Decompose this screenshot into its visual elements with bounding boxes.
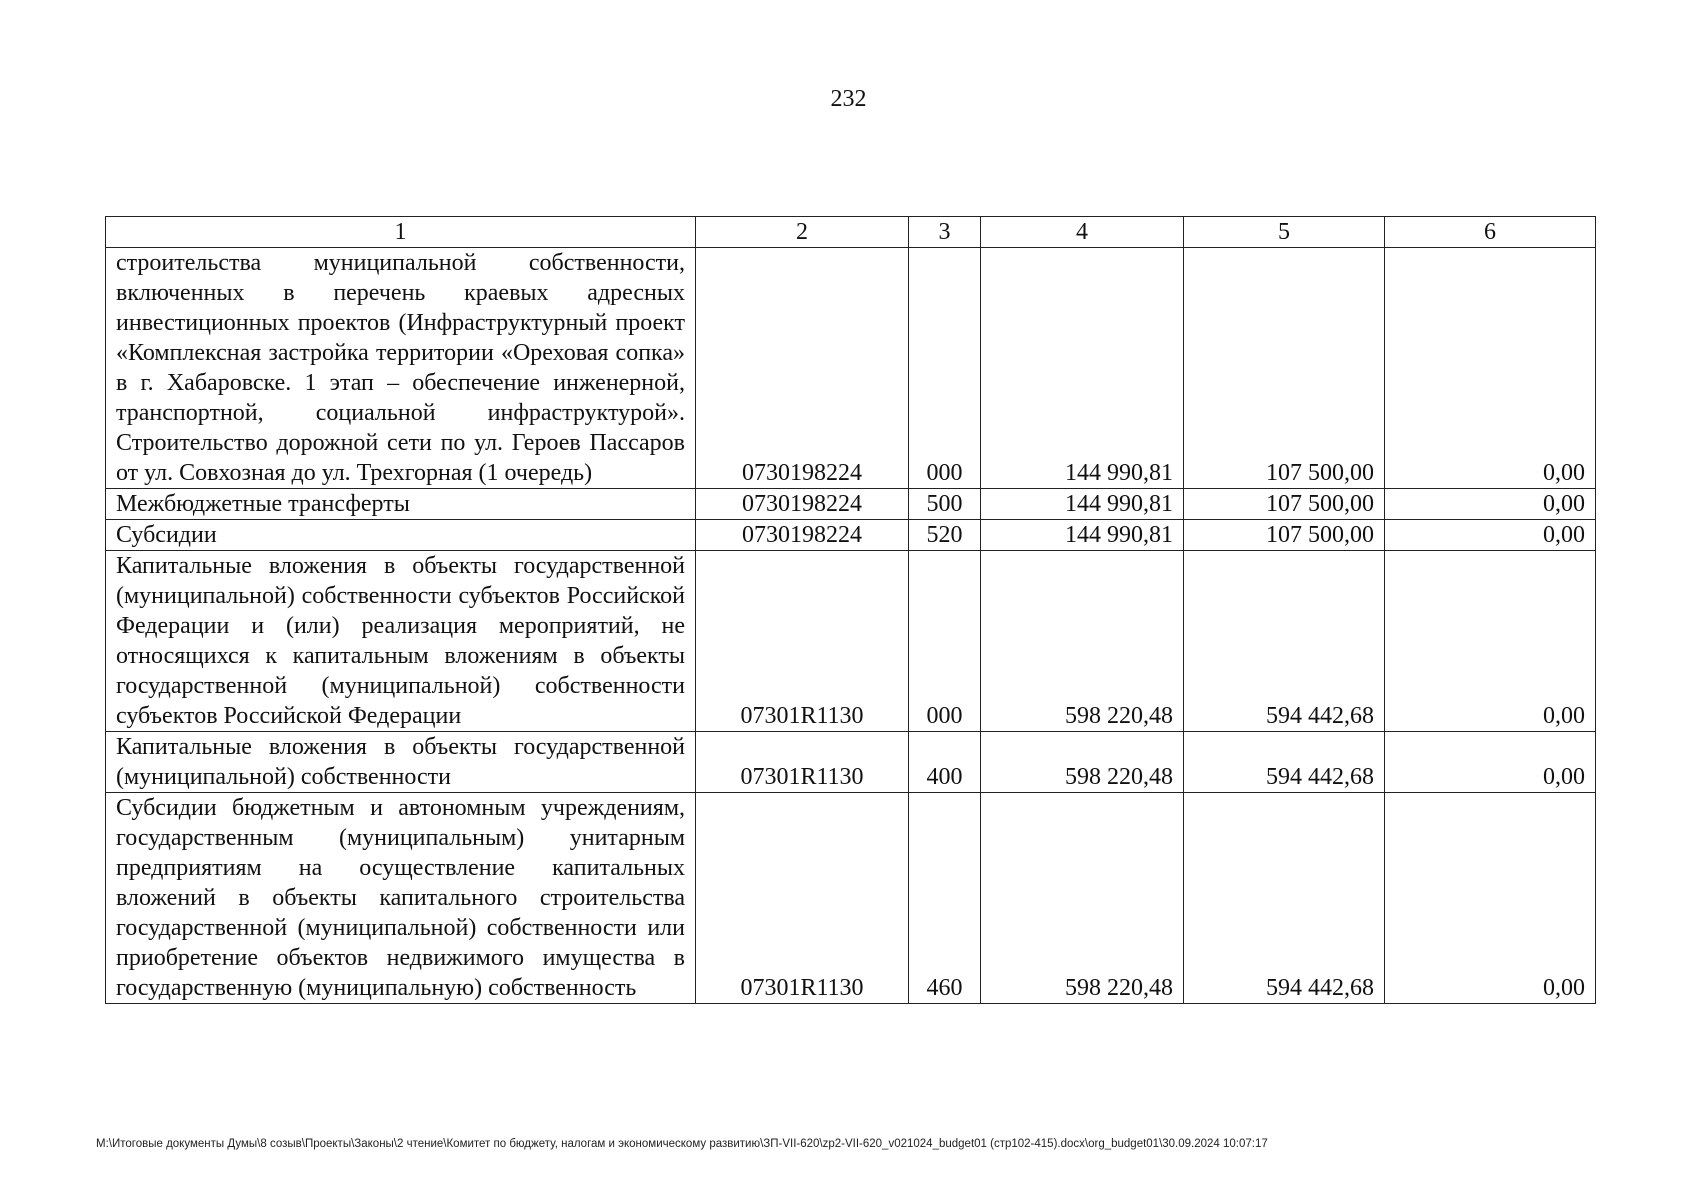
table-row (106, 248, 1596, 489)
row-value-col4: 144 990,81 (981, 248, 1184, 489)
row-value-col6: 0,00 (1385, 520, 1596, 551)
row-value-col5: 594 442,68 (1184, 551, 1385, 732)
table-row (106, 520, 1596, 551)
row-description: Капитальные вложения в объекты государственной (муниципальной) собственности субъектов Российской Федерации и (или) реализация мероприятий, не относящихся к капитальным вложениям в объекты государственной (муниципальной) собственности субъектов Российской Федерации (106, 551, 696, 732)
row-expense-type: 400 (909, 732, 981, 793)
row-value-col5: 594 442,68 (1184, 732, 1385, 793)
column-header-4: 4 (981, 217, 1184, 248)
row-target-code: 0730198224 (696, 489, 909, 520)
column-header-3: 3 (909, 217, 981, 248)
row-value-col5: 107 500,00 (1184, 248, 1385, 489)
row-target-code: 0730198224 (696, 248, 909, 489)
row-value-col5: 594 442,68 (1184, 793, 1385, 1004)
row-target-code: 07301R1130 (696, 551, 909, 732)
table-row (106, 732, 1596, 793)
row-description: строительства муниципальной собственности, включенных в перечень краевых адресных инвестиционных проектов (Инфраструктурный проект «Комплексная застройка территории «Ореховая сопка» в г. Хабаровске. 1 этап – обеспечение инженерной, транспортной, социальной инфраструктурой». Строительство дорожной сети по ул. Героев Пассаров от ул. Совхозная до ул. Трехгорная (1 очередь) (106, 248, 696, 489)
row-value-col6: 0,00 (1385, 732, 1596, 793)
table-row (106, 551, 1596, 732)
row-description: Субсидии (106, 520, 696, 551)
page-number: 232 (830, 86, 867, 112)
row-value-col6: 0,00 (1385, 248, 1596, 489)
column-header-1: 1 (106, 217, 696, 248)
row-expense-type: 000 (909, 248, 981, 489)
row-expense-type: 000 (909, 551, 981, 732)
row-target-code: 0730198224 (696, 520, 909, 551)
row-value-col4: 598 220,48 (981, 732, 1184, 793)
row-description: Субсидии бюджетным и автономным учреждениям, государственным (муниципальным) унитарным предприятиям на осуществление капитальных вложений в объекты капитального строительства государственной (муниципальной) собственности или приобретение объектов недвижимого имущества в государственную (муниципальную) собственность (106, 793, 696, 1004)
row-value-col5: 107 500,00 (1184, 489, 1385, 520)
row-value-col4: 598 220,48 (981, 551, 1184, 732)
row-value-col5: 107 500,00 (1184, 520, 1385, 551)
row-value-col6: 0,00 (1385, 551, 1596, 732)
column-header-5: 5 (1184, 217, 1385, 248)
table-row (106, 489, 1596, 520)
column-header-6: 6 (1385, 217, 1596, 248)
row-target-code: 07301R1130 (696, 793, 909, 1004)
row-expense-type: 500 (909, 489, 981, 520)
row-value-col4: 144 990,81 (981, 489, 1184, 520)
row-value-col4: 144 990,81 (981, 520, 1184, 551)
row-expense-type: 460 (909, 793, 981, 1004)
document-file-path: M:\Итоговые документы Думы\8 созыв\Проекты\Законы\2 чтение\Комитет по бюджету, налогам и экономическому развитию\ЗП-VII-620\zp2-VII-620_v021024_budget01 (стр102-415).docx\org_budget01\30.09.2024 10:07:17 (96, 1138, 1268, 1150)
table-row (106, 793, 1596, 1004)
row-expense-type: 520 (909, 520, 981, 551)
column-header-2: 2 (696, 217, 909, 248)
budget-table (105, 216, 1596, 1004)
row-value-col4: 598 220,48 (981, 793, 1184, 1004)
row-value-col6: 0,00 (1385, 489, 1596, 520)
row-value-col6: 0,00 (1385, 793, 1596, 1004)
row-target-code: 07301R1130 (696, 732, 909, 793)
row-description: Межбюджетные трансферты (106, 489, 696, 520)
table-header-row (106, 217, 1596, 248)
row-description: Капитальные вложения в объекты государственной (муниципальной) собственности (106, 732, 696, 793)
